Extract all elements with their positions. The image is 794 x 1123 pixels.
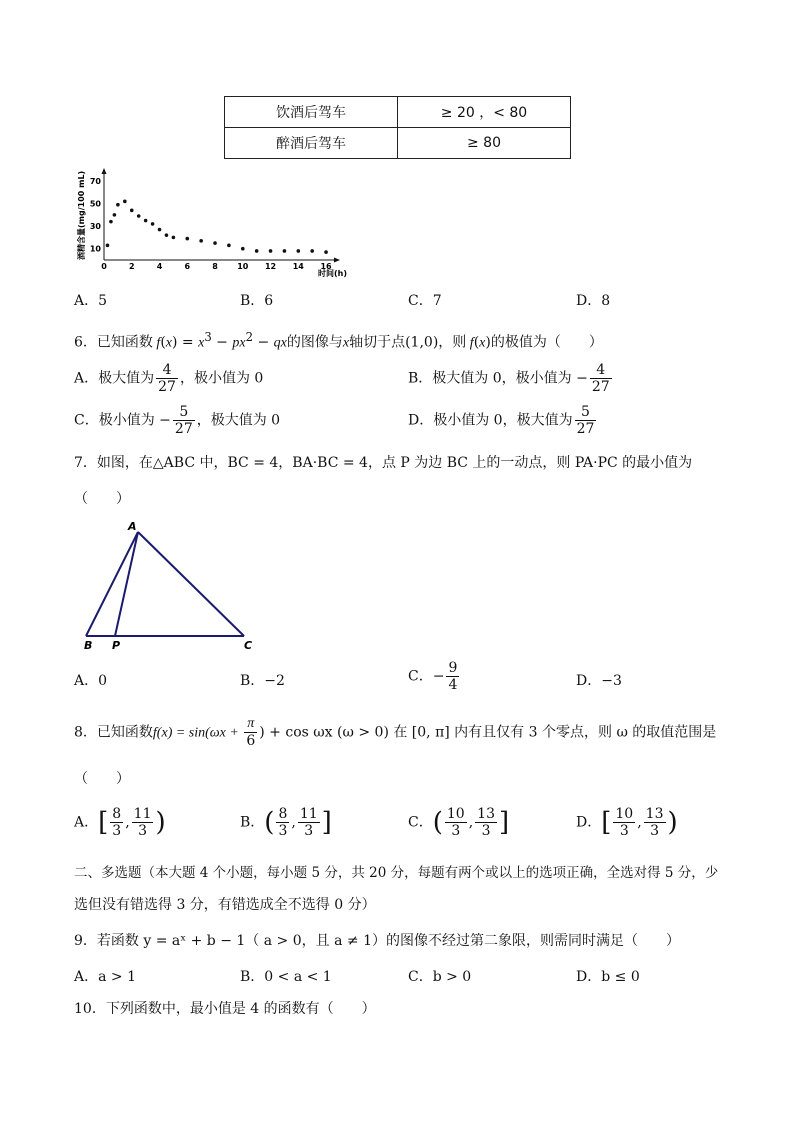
data-point <box>109 220 113 224</box>
fraction <box>156 362 178 395</box>
q7-option-d[interactable]: D．−3 <box>576 673 622 689</box>
q8-stem-fx: f(x) = sin(ωx + <box>152 725 243 741</box>
x-tick-label: 14 <box>292 262 304 271</box>
data-point <box>130 209 134 213</box>
fraction-num: 4 <box>590 362 612 379</box>
fraction-num: 11 <box>299 806 318 822</box>
bracket-right: ] <box>321 807 332 838</box>
table-cell-range: ≥ 80 <box>398 128 571 159</box>
bracket-left: [ <box>601 807 612 838</box>
q8-option-c[interactable]: C．( $\frac{10}{3}$ , $\frac{13}{3}$ ] <box>408 806 510 839</box>
chart-ylabel: 酒精含量(mg/100 mL) <box>77 170 86 260</box>
y-tick-label: 30 <box>89 222 101 232</box>
y-tick-label: 10 <box>89 244 101 254</box>
fraction-num: 10 <box>446 806 465 822</box>
fraction <box>613 806 635 839</box>
alcohol-chart <box>74 164 348 284</box>
bracket-left: [ <box>98 807 109 838</box>
fraction-den: 27 <box>591 379 610 395</box>
q8-paren: （ ） <box>74 771 130 787</box>
data-point <box>283 249 287 253</box>
bracket-right: ) <box>667 807 678 838</box>
x-tick-label: 10 <box>237 262 249 271</box>
x-tick-label: 6 <box>184 262 191 271</box>
q9-option-b[interactable]: B．0 < a < 1 <box>240 969 332 985</box>
q7-stem: 7．如图，在△ABC 中，BC = 4，BA·BC = 4，点 P 为边 BC 上的一动点，则 PA·PC 的最小值为 <box>74 455 693 471</box>
q9-option-c[interactable]: C．b > 0 <box>408 969 472 985</box>
fraction-den: 3 <box>451 823 461 839</box>
data-point <box>106 244 110 248</box>
q6-stem-mid: 的图像与 <box>286 334 343 351</box>
table-row <box>225 97 571 128</box>
fraction-den: 3 <box>304 823 314 839</box>
q5-option-a[interactable]: A．5 <box>74 293 108 309</box>
q6-a-post: ，极小值为 0 <box>179 370 264 387</box>
q7-c-pre: C．− <box>408 668 445 685</box>
triangle-figure <box>78 518 278 658</box>
q5-option-d[interactable]: D．8 <box>576 293 611 309</box>
q6-c-pre: C．极小值为 − <box>74 412 171 429</box>
fraction-den: 3 <box>650 823 660 839</box>
chart-xlabel: 时间(h) <box>318 269 348 278</box>
data-point <box>123 200 127 204</box>
q8-stem <box>74 716 716 749</box>
data-point <box>158 228 162 232</box>
table-row <box>225 128 571 159</box>
fraction <box>298 806 320 839</box>
data-point <box>172 236 176 240</box>
fraction <box>590 362 612 395</box>
section2-instructions-line1: 二、多选题（本大题 4 个小题，每小题 5 分，共 20 分，每题有两个或以上的选项正确，全选对得 5 分，少 <box>74 865 719 881</box>
q6-option-b[interactable] <box>408 362 614 395</box>
section2-instructions-line2: 选但没有错选得 3 分，有错选成全不选得 0 分） <box>74 897 376 913</box>
bracket-left: ( <box>264 807 275 838</box>
fraction <box>475 806 497 839</box>
data-point <box>137 214 141 218</box>
fraction-num: 13 <box>477 806 495 822</box>
q7-paren: （ ） <box>74 491 130 507</box>
data-point <box>324 250 328 254</box>
x-tick-label: 8 <box>212 262 218 271</box>
fraction-den: 3 <box>278 823 288 839</box>
fraction <box>276 806 289 839</box>
bracket-right: ] <box>498 807 510 838</box>
q7-option-b[interactable]: B．−2 <box>240 673 285 689</box>
table-cell-category: 醉酒后驾车 <box>225 128 398 159</box>
x-tick-label: 12 <box>264 262 277 271</box>
fraction-den: 3 <box>619 823 629 839</box>
edge-ab <box>86 532 138 636</box>
data-point <box>241 247 245 251</box>
segment-ap <box>115 532 138 636</box>
q6-stem-end: ，则 <box>438 334 467 351</box>
vertex-label-p: P <box>112 639 121 652</box>
x-tick-label: 4 <box>156 262 163 271</box>
edge-ac <box>138 532 244 636</box>
q6-option-c[interactable] <box>74 404 280 437</box>
fraction <box>445 806 467 839</box>
fraction-den: 4 <box>448 677 458 693</box>
fraction-den: 3 <box>481 823 491 839</box>
fraction-den: 27 <box>174 421 193 437</box>
fraction-num: π <box>244 716 257 733</box>
bracket-right: ) <box>155 807 166 838</box>
option-label: C． <box>408 814 433 831</box>
q10-stem: 10．下列函数中，最小值是 4 的函数有（ ） <box>74 1001 376 1017</box>
q6-stem-tail: 的极值为（ ） <box>490 334 603 351</box>
q6-a-pre: A．极大值为 <box>74 370 155 387</box>
option-label: B． <box>240 814 265 831</box>
y-axis-arrow-icon <box>102 168 107 174</box>
fraction-num: 8 <box>278 806 288 822</box>
q6-point: (1,0) <box>405 334 439 351</box>
vertex-label-b: B <box>84 639 93 652</box>
fraction-den: 3 <box>112 823 122 839</box>
fraction <box>644 806 666 839</box>
x-axis-arrow-icon <box>334 258 340 263</box>
q8-option-a[interactable]: A．[ $\frac{8}{3}$ , $\frac{11}{3}$ ) <box>74 806 166 839</box>
fraction <box>173 404 195 437</box>
fraction-num: 11 <box>133 806 152 822</box>
fraction-num: 8 <box>112 806 122 822</box>
fraction <box>132 806 154 839</box>
q6-stem: 6．已知函数 $f(x) = x^3 - px^2$ − qx的图像与x轴切于点(1,0)，则 f(x)的极值为（ ） <box>74 330 603 351</box>
x-tick-label: 2 <box>128 262 135 271</box>
q7-option-a[interactable]: A．0 <box>74 673 108 689</box>
data-point <box>310 249 314 253</box>
vertex-label-c: C <box>244 639 253 652</box>
fraction-den: 27 <box>576 421 595 437</box>
data-point <box>199 239 203 243</box>
q6-b-pre: B．极大值为 0，极小值为 − <box>408 370 588 387</box>
fraction <box>575 404 597 437</box>
q5-option-c[interactable]: C．7 <box>408 293 442 309</box>
x-tick-label: 16 <box>320 262 332 271</box>
q6-d-pre: D．极小值为 0，极大值为 <box>408 412 573 429</box>
q9-stem: 9．若函数 y = aˣ + b − 1（ a > 0，且 a ≠ 1）的图像不经过第二象限，则需同时满足（ ） <box>74 933 680 949</box>
y-tick-label: 50 <box>89 199 101 209</box>
data-point <box>213 241 217 245</box>
data-point <box>227 244 231 248</box>
q6-xaxis: x <box>342 335 350 351</box>
fraction <box>244 716 257 749</box>
data-point <box>113 213 117 217</box>
fraction <box>446 660 459 693</box>
fraction-num: 13 <box>645 806 664 822</box>
fraction-num: 5 <box>173 404 195 421</box>
data-point <box>151 222 155 226</box>
q6-stem-prefix: 6．已知函数 <box>74 334 153 351</box>
q6-stem-mid2: 轴切于点 <box>349 334 406 351</box>
q5-option-b[interactable]: B．6 <box>240 293 274 309</box>
option-label: A． <box>74 814 99 831</box>
fraction-den: 27 <box>158 379 176 395</box>
alcohol-standard-table <box>224 96 571 159</box>
data-point <box>116 203 120 207</box>
x-tick-label: 0 <box>101 262 107 271</box>
fraction <box>110 806 123 839</box>
vertex-label-a: A <box>128 520 137 533</box>
bracket-left: ( <box>432 807 443 838</box>
data-point <box>165 233 169 237</box>
q6-option-d[interactable] <box>408 404 598 437</box>
fraction-num: 4 <box>156 362 178 379</box>
fraction-num: 5 <box>575 404 597 421</box>
fraction-num: 9 <box>448 660 458 676</box>
q8-stem-post: ) + cos ωx (ω > 0) 在 [0, π] 内有且仅有 3 个零点，则 ω 的取值范围是 <box>259 724 717 741</box>
q8-option-b[interactable]: B．( $\frac{8}{3}$ , $\frac{11}{3}$ ] <box>240 806 332 839</box>
fraction-num: 10 <box>615 806 634 822</box>
q8-option-d[interactable]: D．[ $\frac{10}{3}$ , $\frac{13}{3}$ ) <box>576 806 678 839</box>
data-point <box>269 249 273 253</box>
fraction-den: 3 <box>138 823 148 839</box>
q6-c-post: ，极大值为 0 <box>196 412 281 429</box>
q9-option-d[interactable]: D．b ≤ 0 <box>576 969 640 985</box>
table-cell-range: ≥ 20 ，< 80 <box>398 97 571 128</box>
data-point <box>255 249 259 253</box>
q6-option-a[interactable] <box>74 362 263 395</box>
q8-stem-pre: 8．已知函数 <box>74 724 153 741</box>
table-cell-category: 饮酒后驾车 <box>225 97 398 128</box>
data-point <box>297 249 301 253</box>
data-point <box>144 219 148 223</box>
fraction-den: 6 <box>246 733 256 749</box>
q7-option-c[interactable] <box>408 660 461 693</box>
option-label: D． <box>576 814 602 831</box>
data-point <box>185 237 189 241</box>
q9-option-a[interactable]: A．a > 1 <box>74 969 136 985</box>
y-tick-label: 70 <box>89 177 101 187</box>
